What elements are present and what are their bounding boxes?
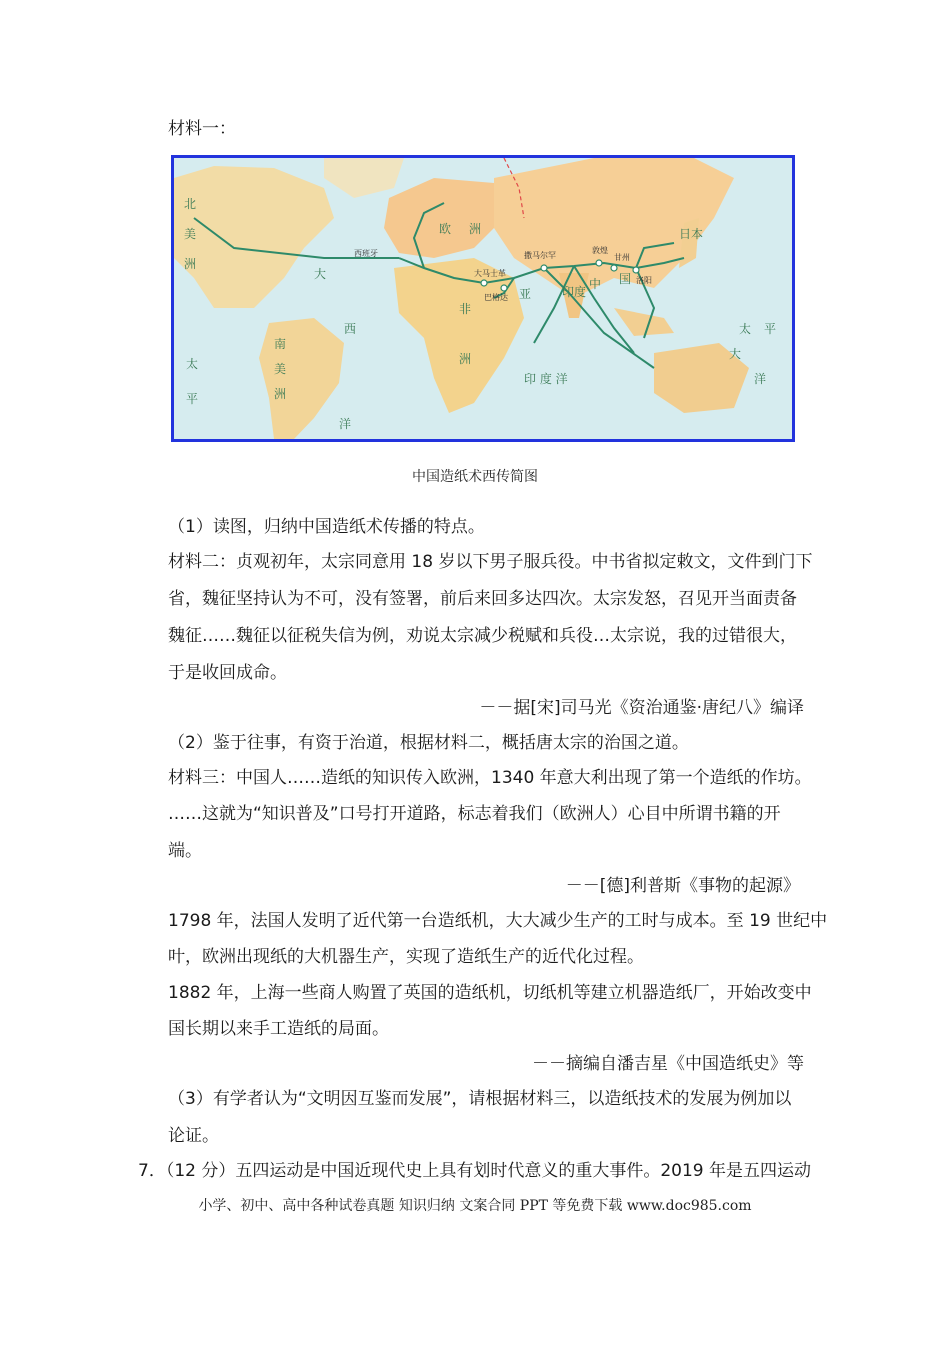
label-north: 北 xyxy=(184,197,197,211)
label-tai-right: 太 xyxy=(739,322,752,336)
material2-source: －－据[宋]司马光《资治通鉴·唐纪八》编译 xyxy=(479,698,804,718)
material2-line1: 材料二：贞观初年，太宗同意用 18 岁以下男子服兵役。中书省拟定敕文，文件到门下 xyxy=(168,552,813,572)
material2-line4: 于是收回成命。 xyxy=(168,663,287,683)
paragraph2-line2: 国长期以来手工造纸的局面。 xyxy=(168,1019,389,1039)
label-samaerhan: 撒马尔罕 xyxy=(524,251,556,260)
footer-download-note: 小学、初中、高中各种试卷真题 知识归纳 文案合同 PPT 等免费下载 www.doc985.com xyxy=(198,1198,752,1214)
label-luoyang: 洛阳 xyxy=(636,276,652,285)
label-ou: 欧 xyxy=(439,222,452,236)
paragraph2-line1: 1882 年，上海一些商人购置了英国的造纸机，切纸机等建立机器造纸厂，开始改变中 xyxy=(168,983,812,1003)
material3-line2: ……这就为“知识普及”口号打开道路，标志着我们（欧洲人）心目中所谓书籍的开 xyxy=(168,804,781,824)
label-ganzhou: 甘州 xyxy=(614,253,630,262)
label-yinduguo: 印度 xyxy=(562,285,587,299)
label-damashige: 大马士革 xyxy=(474,269,506,278)
paper-spread-map xyxy=(171,155,795,442)
label-dunhuang: 敦煌 xyxy=(592,246,608,255)
label-nan: 南 xyxy=(274,337,287,351)
material2-line3: 魏征……魏征以征税失信为例，劝说太宗减少税赋和兵役…太宗说，我的过错很大， xyxy=(168,626,797,646)
label-zhong: 中 xyxy=(589,277,602,291)
label-guo: 国 xyxy=(619,272,632,286)
material3-line1: 材料三：中国人……造纸的知识传入欧洲，1340 年意大利出现了第一个造纸的作坊。 xyxy=(168,768,812,788)
label-ping-right: 平 xyxy=(764,322,777,336)
label-zhou-eu: 洲 xyxy=(469,222,482,236)
question-2: （2）鉴于往事，有资于治道，根据材料二，概括唐太宗的治国之道。 xyxy=(168,733,689,753)
question-1: （1）读图，归纳中国造纸术传播的特点。 xyxy=(168,517,485,537)
map-svg xyxy=(174,158,792,439)
question-3-line1: （3）有学者认为“文明因互鉴而发展”，请根据材料三，以造纸技术的发展为例加以 xyxy=(168,1089,792,1109)
label-zhou2: 洲 xyxy=(274,387,287,401)
material3-source: －－[德]利普斯《事物的起源》 xyxy=(565,876,800,896)
label-mei2: 美 xyxy=(274,362,287,376)
question-3-line2: 论证。 xyxy=(168,1126,219,1146)
material1-label: 材料一： xyxy=(168,119,236,139)
label-yang-right: 洋 xyxy=(754,372,767,386)
question-7: 7．（12 分）五四运动是中国近现代史上具有划时代意义的重大事件。2019 年是五四运动 xyxy=(138,1161,812,1181)
label-baigeda: 巴格达 xyxy=(484,293,508,302)
label-xibanya: 西班牙 xyxy=(354,249,378,258)
label-da-right: 大 xyxy=(729,347,742,361)
map-caption: 中国造纸术西传简图 xyxy=(412,469,538,485)
paragraph1-line2: 叶，欧洲出现纸的大机器生产，实现了造纸生产的近代化过程。 xyxy=(168,947,644,967)
material2-line2: 省，魏征坚持认为不可，没有签署，前后来回多达四次。太宗发怒，召见开当面责备 xyxy=(168,589,797,609)
label-ping-left: 平 xyxy=(186,392,199,406)
label-zhou-top: 洲 xyxy=(184,257,197,271)
label-yindu: 印 度 洋 xyxy=(524,372,568,386)
label-ya: 亚 xyxy=(519,287,532,301)
label-tai-left: 太 xyxy=(186,357,199,371)
material3-line3: 端。 xyxy=(168,841,202,861)
paragraph2-source: －－摘编自潘吉星《中国造纸史》等 xyxy=(532,1054,804,1074)
label-feizhou-fei: 非 xyxy=(459,302,472,316)
label-riben: 日本 xyxy=(679,227,704,241)
label-feizhou-zhou: 洲 xyxy=(459,352,472,366)
label-xi: 西 xyxy=(344,322,357,336)
paragraph1-line1: 1798 年，法国人发明了近代第一台造纸机，大大减少生产的工时与成本。至 19 世纪中 xyxy=(168,911,828,931)
label-meizhou-top: 美 xyxy=(184,227,197,241)
label-yang-left: 洋 xyxy=(339,417,352,431)
label-da-left: 大 xyxy=(314,267,327,281)
